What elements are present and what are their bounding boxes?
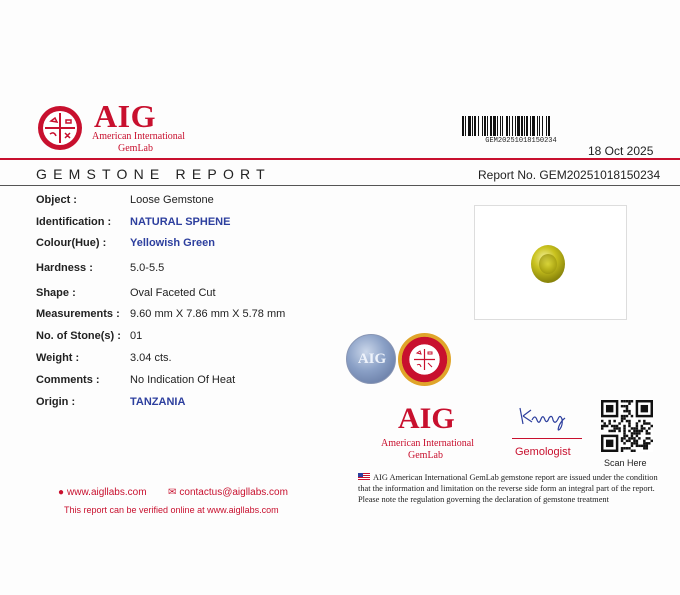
us-flag-icon: [358, 473, 370, 480]
scan-here-label: Scan Here: [604, 458, 647, 468]
gemstone-image: [531, 245, 565, 283]
detail-label: Object :: [36, 194, 77, 206]
gemologist-label: Gemologist: [515, 446, 571, 458]
title-divider: [0, 185, 680, 186]
disclaimer-text: [358, 472, 663, 505]
logo-subtitle: American International: [92, 131, 186, 142]
report-number: Report No. GEM20251018150234: [478, 168, 661, 182]
detail-label: Hardness :: [36, 262, 93, 274]
hologram-seal-text: AIG: [357, 351, 387, 367]
detail-label: Colour(Hue) :: [36, 237, 107, 249]
disclaimer-body: AIG American International GemLab gemstone report are issued under the condition that the information and limitation on the reverse side form an integral part of the report. Please note the regulation governing the declaration of gemstone treatment: [358, 473, 658, 504]
detail-label: Measurements :: [36, 308, 120, 320]
website-text: www.aigllabs.com: [67, 487, 147, 498]
detail-label: Origin :: [36, 396, 76, 408]
logo-aig-text: AIG: [94, 98, 156, 134]
detail-value: 9.60 mm X 7.86 mm X 5.78 mm: [130, 308, 286, 320]
detail-value: NATURAL SPHENE: [130, 216, 231, 228]
detail-value: 01: [130, 330, 143, 342]
gold-seal-icon: [398, 333, 451, 386]
email-link[interactable]: [168, 487, 288, 498]
detail-value: Loose Gemstone: [130, 194, 214, 206]
website-link[interactable]: [58, 487, 147, 498]
detail-value: TANZANIA: [130, 396, 186, 408]
report-title: GEMSTONE REPORT: [36, 166, 271, 182]
detail-label: Comments :: [36, 374, 100, 386]
envelope-icon: ✉: [168, 487, 177, 498]
detail-label: No. of Stone(s) :: [36, 330, 121, 342]
hologram-seal-icon: [346, 334, 396, 384]
email-text: contactus@aigllabs.com: [179, 487, 288, 498]
detail-value: Oval Faceted Cut: [130, 287, 216, 299]
detail-value: Yellowish Green: [130, 237, 215, 249]
aig-logo: [36, 98, 196, 155]
gemologist-signature: [512, 400, 582, 434]
header-divider: [0, 158, 680, 160]
footer-aig-subtitle: American International: [381, 438, 475, 449]
detail-label: Weight :: [36, 352, 80, 364]
detail-value: No Indication Of Heat: [130, 374, 236, 386]
footer-aig-subtitle-gemlab: GemLab: [408, 450, 443, 461]
detail-label: Identification :: [36, 216, 112, 228]
verify-online-text: This report can be verified online at www.aigllabs.com: [64, 505, 279, 515]
footer-aig-logo-text: AIG: [398, 402, 455, 435]
qr-code-icon[interactable]: [601, 400, 653, 452]
gemstone-photo-frame: [474, 205, 627, 320]
detail-value: 5.0-5.5: [130, 262, 165, 274]
report-date: 18 Oct 2025: [588, 144, 654, 158]
globe-icon: ●: [58, 487, 65, 498]
detail-label: Shape :: [36, 287, 76, 299]
barcode-number: GEM20251018150234: [485, 137, 557, 145]
aig-emblem-icon: [36, 104, 84, 152]
barcode-icon: [462, 116, 580, 136]
logo-subtitle-gemlab: GemLab: [118, 143, 153, 154]
detail-value: 3.04 cts.: [130, 352, 172, 364]
seal-emblem-icon: [412, 347, 437, 372]
signature-line: [512, 438, 582, 439]
gemstone-facet: [539, 254, 557, 274]
